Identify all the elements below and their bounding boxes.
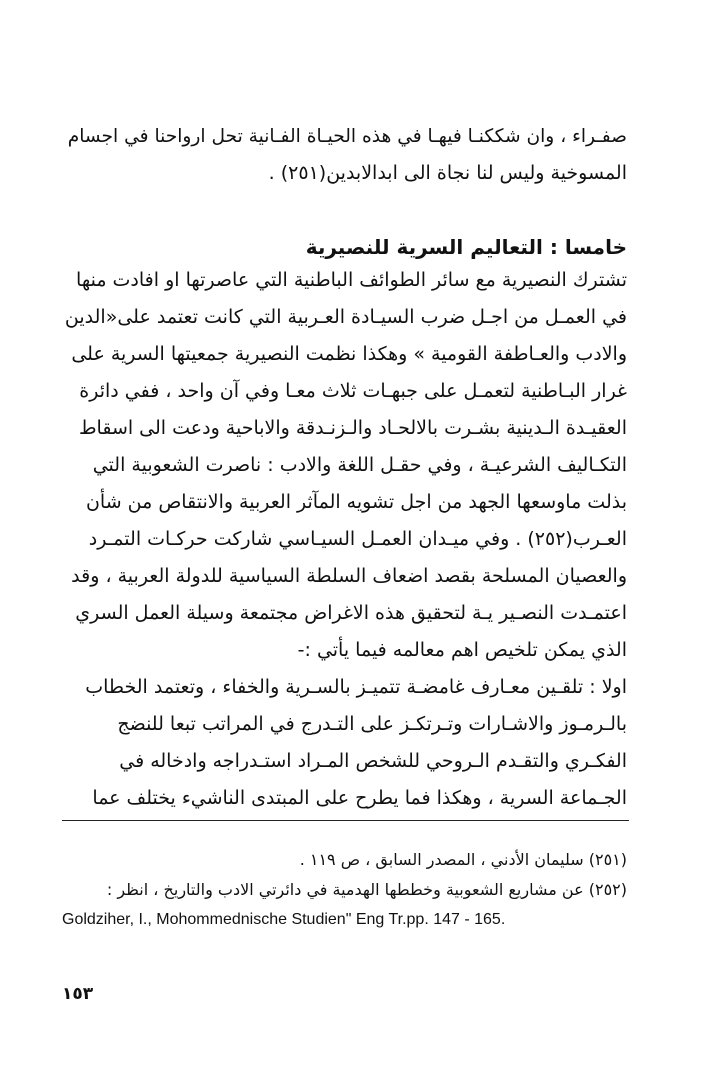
text-line: اولا : تلقـين معـارف غامضـة تتميـز بالسـرية والخفاء ، وتعتمد الخطاب: [85, 676, 627, 698]
footnotes: [62, 845, 627, 905]
text-line: بالـرمـوز والاشـارات وتـرتكـز على التـدرج في المراتب تبعا للنضج: [117, 713, 627, 735]
text-line: والعصيان المسلحة بقصد اضعاف السلطة السياسية للدولة العربية ، وقد: [71, 565, 627, 587]
list-item-first: [62, 669, 627, 817]
text-line: الذي يمكن تلخيص اهم معالمه فيما يأتي :-: [297, 639, 627, 661]
text-line: المسوخية وليس لنا نجاة الى ابدالابدين(٢٥١) .: [268, 162, 627, 184]
intro-paragraph: [62, 118, 627, 192]
text-line: بذلت ماوسعها الجهد من اجل تشويه المآثر العربية والانتقاص من شأن: [85, 491, 627, 513]
footnote-reference: Goldziher, I., Mohommednische Studien" Eng Tr.pp. 147 - 165.: [62, 911, 506, 928]
text-line: العقيـدة الـدينية بشـرت بالالحـاد والـزنـدقة والاباحية ودعت الى اسقاط: [78, 417, 627, 439]
footnote-divider: [62, 820, 629, 821]
text-line: غرار البـاطنية لتعمـل على جبهـات ثلاث معـا وفي آن واحد ، ففي دائرة: [79, 380, 627, 402]
text-line: صفـراء ، وان شككنـا فيهـا في هذه الحيـاة الفـانية تحل ارواحنا في اجسام: [67, 126, 627, 147]
text-line: التكـاليف الشرعيـة ، وفي حقـل اللغة والادب : ناصرت الشعوبية التي: [92, 454, 627, 476]
text-line: اعتمـدت النصـير يـة لتحقيق هذه الاغراض مجتمعة وسيلة العمل السري: [75, 602, 627, 624]
page-number: ١٥٣: [62, 984, 94, 1004]
text-line: الجـماعة السرية ، وهكذا فما يطرح على المبتدى الناشيء يختلف عما: [92, 787, 627, 809]
text-line: والادب والعـاطفة القومية » وهكذا نظمت النصيرية جمعيتها السرية على: [71, 343, 627, 365]
text-line: العـرب(٢٥٢) . وفي ميـدان العمـل السيـاسي شاركت حركـات التمـرد: [88, 528, 627, 550]
text-line: الفكـري والتقـدم الـروحي للشخص المـراد استـدراجه وادخاله في: [119, 750, 627, 772]
section-heading: خامسا : التعاليم السرية للنصيرية: [305, 235, 627, 259]
footnote: (٢٥٢) عن مشاريع الشعوبية وخططها الهدمية في دائرتي الادب والتاريخ ، انظر :: [106, 880, 627, 899]
text-line: تشترك النصيرية مع سائر الطوائف الباطنية التي عاصرتها او افادت منها: [76, 269, 627, 291]
footnote: (٢٥١) سليمان الأدني ، المصدر السابق ، ص ١١٩ .: [299, 850, 627, 869]
section-paragraph: [62, 262, 627, 669]
text-line: في العمـل من اجـل ضرب السيـادة العـربية التي كانت تعتمد على«الدين: [64, 306, 627, 328]
